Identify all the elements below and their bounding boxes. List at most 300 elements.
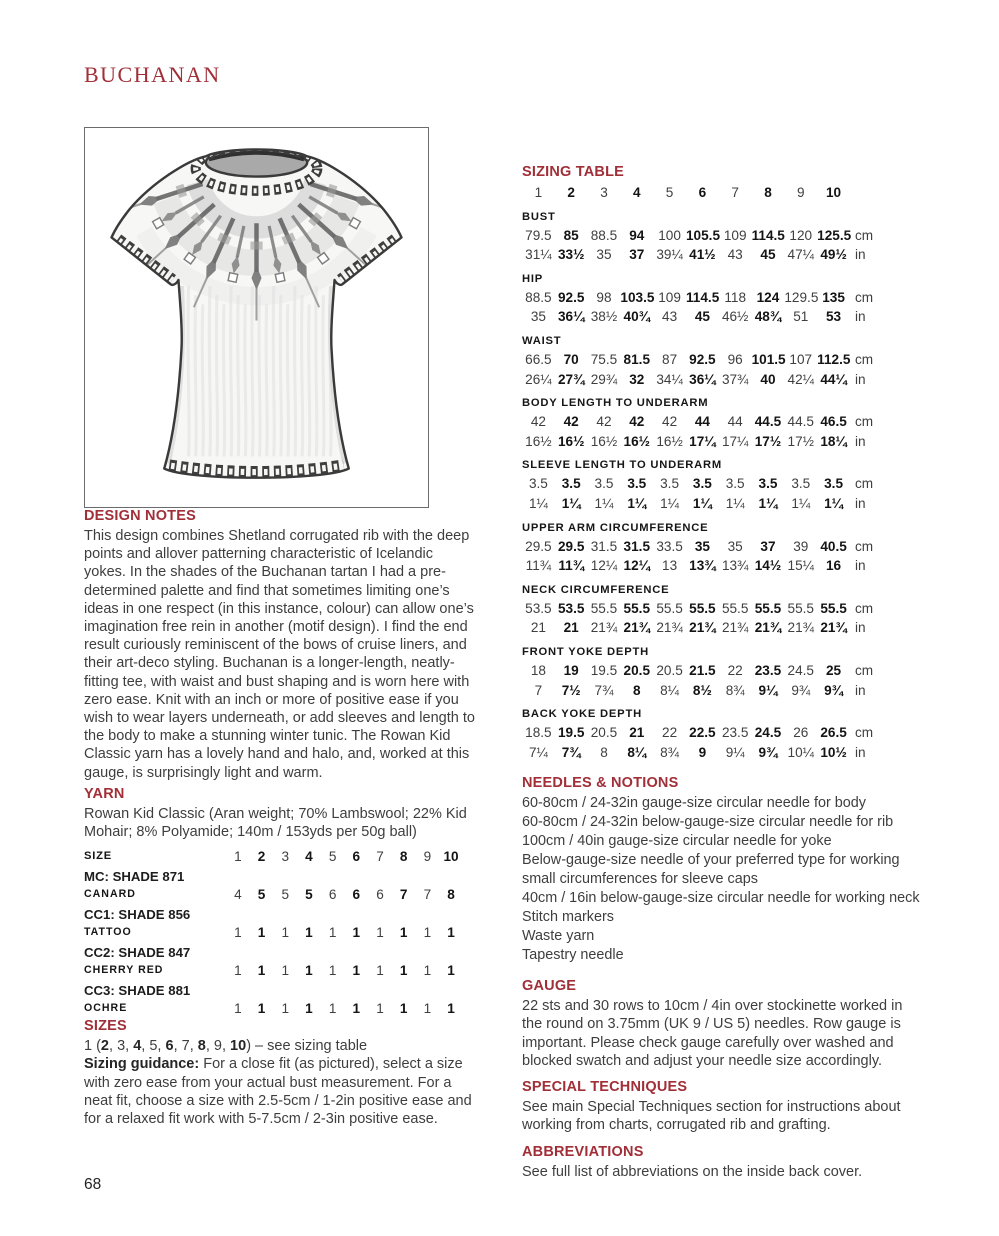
yarn-color-name: TATTOO: [84, 926, 132, 939]
measurement-value: 55.5: [820, 600, 847, 616]
measurement-value: 21¾: [721, 620, 749, 636]
measurement-value: 37¾: [721, 371, 749, 387]
measurement-label: NECK CIRCUMFERENCE: [522, 583, 670, 596]
measurement-value: 31.5: [590, 538, 618, 554]
table-row: [522, 288, 882, 308]
measurement-value: 9: [698, 744, 707, 760]
measurement-value: 22: [662, 725, 678, 741]
measurement-value: 23.5: [754, 662, 782, 678]
unit-cell: cm: [854, 414, 874, 430]
measurement-value: 47¼: [787, 247, 814, 263]
measurement-label: SLEEVE LENGTH TO UNDERARM: [522, 459, 723, 472]
unit-cell: in: [854, 682, 866, 698]
measurement-value: 7¾: [594, 682, 614, 698]
list-item: 100cm / 40in gauge-size circular needle for yoke: [522, 833, 832, 850]
measurement-value: 1¼: [791, 495, 811, 511]
yarn-shade-label: CC2: SHADE 847: [84, 945, 191, 961]
measurement-value: 87: [662, 351, 678, 367]
table-row: [522, 681, 882, 701]
measurement-value: 21¾: [820, 620, 847, 636]
measurement-value: 23.5: [721, 725, 749, 741]
table-row: [522, 350, 882, 370]
measurement-label: UPPER ARM CIRCUMFERENCE: [522, 521, 709, 534]
measurement-value: 26¼: [525, 371, 552, 387]
measurement-value: 88.5: [525, 289, 552, 305]
measurement-value: 25: [826, 662, 842, 678]
yarn-ball-count: 8: [447, 887, 455, 903]
unit-cell: cm: [854, 725, 874, 741]
measurement-value: 22: [727, 662, 743, 678]
size-header-row: [522, 183, 882, 203]
yarn-color-name: CANARD: [84, 888, 136, 901]
table-row: [522, 743, 882, 763]
yarn-color-name: CHERRY RED: [84, 964, 164, 977]
measurement-value: 3.5: [824, 476, 844, 492]
yarn-ball-count: 1: [281, 1001, 289, 1017]
size-number: 5: [665, 185, 674, 200]
measurement-value: 40¾: [623, 309, 651, 325]
measurement-value: 1¼: [758, 495, 778, 511]
measurement-value: 44: [727, 414, 743, 430]
yarn-ball-count: 1: [352, 925, 361, 941]
yarn-ball-count: 1: [399, 1001, 408, 1017]
measurement-value: 45: [760, 247, 776, 263]
size-number: 4: [633, 185, 641, 200]
measurement-value: 42: [629, 414, 645, 430]
yarn-ball-count: 1: [328, 1001, 337, 1017]
unit-cell: in: [854, 247, 866, 263]
measurement-value: 42: [563, 414, 579, 430]
measurement-value: 120: [789, 227, 813, 243]
size-number: 2: [257, 849, 266, 865]
measurement-value: 16½: [557, 433, 585, 449]
size-number: 7: [376, 849, 384, 865]
measurement-value: 1¼: [627, 495, 647, 511]
yarn-heading: YARN: [84, 785, 125, 802]
measurement-value: 45: [694, 309, 710, 325]
measurement-value: 49½: [820, 247, 847, 263]
yarn-shade-label: CC1: SHADE 856: [84, 907, 191, 923]
size-number: 3: [600, 185, 608, 200]
measurement-value: 3.5: [594, 476, 614, 492]
special-techniques-text: See main Special Techniques section for instructions about working from charts, corrugated rib and grafting.: [522, 1099, 901, 1134]
size-number: 1: [234, 849, 242, 865]
design-notes-text: This design combines Shetland corrugated rib with the deep points and allover patterning characteristic of Icelandic yokes. In the shades of the Buchanan tartan I had a pre-determined palette and find that sometimes limiting one’s ideas in one respect (in this instance, colour) can allow one’s imagination free rein in another (motif design). I find the end result curiously reminiscent of the bows of cruise liners, and their art-deco styling. Buchanan is a longer-length, neatly-fitting tee, with waist and bust shaping and is worn here with zero ease. Knit with an inch or more of positive ease if you wish to wear layers underneath, or add sleeves and length to the body to make a stunning winter tunic. The Rowan Kid Classic yarn has a lovely hand and halo, and, worked at this gauge, is surprisingly light and warm.: [84, 528, 475, 781]
measurement-value: 36¼: [557, 309, 585, 325]
measurement-value: 96: [727, 351, 743, 367]
measurement-value: 51: [793, 309, 809, 325]
measurement-value: 21¾: [689, 620, 716, 636]
size-number: 10: [826, 185, 842, 200]
unit-cell: in: [854, 433, 866, 449]
measurement-value: 55.5: [656, 600, 683, 616]
measurement-value: 20.5: [590, 725, 618, 741]
measurement-value: 3.5: [758, 476, 778, 492]
measurement-value: 125.5: [817, 227, 852, 243]
measurement-value: 10¼: [787, 744, 814, 760]
yarn-ball-count: 1: [305, 963, 313, 979]
measurement-value: 29.5: [525, 538, 552, 554]
measurement-value: 39¼: [656, 247, 683, 263]
yarn-ball-count: 1: [234, 925, 242, 941]
measurement-value: 42¼: [787, 371, 814, 387]
measurement-value: 10½: [820, 744, 847, 760]
size-number: 8: [764, 185, 772, 200]
size-number: 6: [698, 185, 707, 200]
yarn-ball-count: 1: [328, 925, 337, 941]
measurement-value: 21¾: [623, 620, 651, 636]
measurement-value: 43: [662, 309, 678, 325]
measurement-value: 1¼: [660, 495, 680, 511]
measurement-value: 15¼: [787, 558, 814, 574]
measurement-value: 9¾: [824, 682, 844, 698]
measurement-value: 9¾: [791, 682, 811, 698]
unit-cell: in: [854, 309, 866, 325]
measurement-value: 37: [760, 538, 776, 554]
measurement-value: 101.5: [751, 351, 786, 367]
measurement-value: 118: [724, 289, 747, 305]
size-number: 9: [213, 1038, 222, 1055]
measurement-value: 109: [658, 289, 681, 305]
measurement-value: 22.5: [689, 725, 716, 741]
measurement-value: 21¾: [787, 620, 814, 636]
measurement-value: 16: [826, 558, 842, 574]
unit-cell: cm: [854, 476, 874, 492]
measurement-value: 9¾: [758, 744, 778, 760]
measurement-value: 12¼: [590, 558, 618, 574]
measurement-value: 34¼: [656, 371, 683, 387]
size-number: 9: [423, 849, 432, 865]
unit-cell: cm: [854, 538, 874, 554]
measurement-value: 21¾: [590, 620, 618, 636]
size-number: 4: [133, 1038, 142, 1055]
unit-cell: cm: [854, 289, 874, 305]
measurement-value: 17½: [787, 433, 814, 449]
measurement-value: 114.5: [685, 289, 720, 305]
measurement-value: 100: [658, 227, 681, 243]
yarn-ball-count: 1: [281, 963, 289, 979]
table-row: [84, 961, 464, 980]
yarn-ball-count: 1: [328, 963, 337, 979]
measurement-value: 18.5: [525, 725, 552, 741]
yarn-ball-count: 1: [423, 963, 432, 979]
measurement-value: 109: [723, 227, 747, 243]
yarn-ball-count: 1: [257, 1001, 266, 1017]
measurement-value: 19.5: [557, 725, 585, 741]
measurement-value: 1¼: [561, 495, 581, 511]
measurement-value: 9¼: [758, 682, 778, 698]
measurement-value: 44.5: [787, 414, 814, 430]
measurement-value: 112.5: [817, 351, 851, 367]
size-number: 3: [117, 1038, 126, 1055]
size-number: 4: [305, 849, 313, 865]
measurement-value: 53.5: [557, 600, 585, 616]
measurement-value: 48¾: [754, 309, 782, 325]
measurement-value: 24.5: [787, 662, 814, 678]
design-notes-heading: DESIGN NOTES: [84, 508, 196, 524]
measurement-value: 55.5: [689, 600, 716, 616]
size-number: 5: [149, 1038, 158, 1055]
measurement-value: 41½: [689, 247, 716, 263]
unit-cell: in: [854, 744, 866, 760]
measurement-value: 103.5: [620, 289, 655, 305]
measurement-value: 88.5: [590, 227, 618, 243]
measurement-value: 7¾: [561, 744, 581, 760]
measurement-value: 42: [596, 414, 612, 430]
yarn-shade-label: MC: SHADE 871: [84, 869, 185, 885]
measurement-value: 11¾: [558, 558, 585, 574]
page-number: 68: [84, 1176, 102, 1193]
measurement-value: 17¼: [721, 433, 749, 449]
gauge-heading: GAUGE: [522, 978, 577, 995]
measurement-value: 66.5: [525, 351, 552, 367]
measurement-value: 8: [633, 682, 641, 698]
measurement-value: 1¼: [594, 495, 614, 511]
measurement-value: 81.5: [623, 351, 651, 367]
measurement-value: 7¼: [528, 744, 548, 760]
list-item: Below-gauge-size needle of your preferred type for working small circumferences for sleeve caps: [522, 852, 900, 888]
measurement-value: 7: [534, 682, 543, 698]
yarn-color-name: OCHRE: [84, 1002, 128, 1015]
abbreviations-heading: ABBREVIATIONS: [522, 1143, 644, 1160]
list-item: Waste yarn: [522, 928, 595, 945]
size-number: 6: [352, 849, 361, 865]
size-number: 9: [796, 185, 805, 200]
measurement-value: 13¾: [721, 558, 749, 574]
yarn-ball-count: 1: [376, 963, 384, 979]
measurement-value: 8¼: [660, 682, 680, 698]
list-item: Tapestry needle: [522, 947, 624, 964]
abbreviations-text: See full list of abbreviations on the inside back cover.: [522, 1163, 863, 1180]
measurement-value: 44¼: [820, 371, 847, 387]
size-number: 7: [181, 1038, 190, 1055]
measurement-value: 8¾: [725, 682, 745, 698]
measurement-value: 55.5: [721, 600, 749, 616]
yarn-size-header-row: [84, 847, 464, 866]
yarn-table: [84, 847, 464, 1018]
yarn-ball-count: 1: [447, 1001, 455, 1017]
table-row: [522, 412, 882, 432]
measurement-value: 21: [563, 620, 579, 636]
table-row: [84, 885, 464, 904]
measurement-value: 29.5: [557, 538, 585, 554]
measurement-value: 36¼: [689, 371, 716, 387]
needles-list: [522, 794, 920, 965]
measurement-value: 1¼: [824, 495, 844, 511]
measurement-label: BODY LENGTH TO UNDERARM: [522, 397, 709, 410]
measurement-value: 24.5: [754, 725, 782, 741]
measurement-value: 37: [629, 247, 645, 263]
yarn-ball-count: 1: [376, 925, 384, 941]
sizing-guidance-label: Sizing guidance:: [84, 1056, 200, 1073]
list-item: 60-80cm / 24-32in gauge-size circular needle for body: [522, 795, 866, 812]
measurement-value: 35: [596, 247, 612, 263]
measurement-value: 135: [822, 289, 845, 305]
measurement-value: 42: [662, 414, 678, 430]
measurement-value: 7½: [561, 682, 581, 698]
measurement-value: 55.5: [754, 600, 782, 616]
yarn-ball-count: 1: [305, 925, 313, 941]
measurement-value: 19.5: [590, 662, 618, 678]
sizing-guidance: [84, 1055, 476, 1128]
measurement-value: 31¼: [525, 247, 552, 263]
measurement-value: 8¾: [660, 744, 680, 760]
measurement-value: 21: [530, 620, 546, 636]
measurement-value: 40: [760, 371, 776, 387]
measurement-value: 85: [563, 227, 579, 243]
yarn-shade-label: CC3: SHADE 881: [84, 983, 191, 999]
measurement-value: 107: [789, 351, 813, 367]
unit-cell: cm: [854, 600, 874, 616]
garment-illustration-frame: [84, 127, 429, 508]
measurement-value: 13¾: [689, 558, 716, 574]
unit-cell: in: [854, 620, 866, 636]
measurement-value: 53.5: [525, 600, 552, 616]
list-item: 40cm / 16in below-gauge-size circular needle for working neck: [522, 890, 920, 907]
measurement-value: 27¾: [557, 371, 585, 387]
measurement-value: 114.5: [751, 227, 785, 243]
measurement-value: 21¾: [656, 620, 683, 636]
measurement-value: 1¼: [692, 495, 712, 511]
gauge-text: 22 sts and 30 rows to 10cm / 4in over stockinette worked in the round on 3.75mm (UK 9 / US 5) needles. Row gauge is important. Please check gauge carefully over washed and blocked swatch and adjust your needle size accordingly.: [522, 998, 903, 1069]
measurement-value: 20.5: [623, 662, 651, 678]
yarn-ball-count: 6: [376, 887, 384, 903]
table-row: [522, 661, 882, 681]
measurement-value: 14½: [754, 558, 782, 574]
needles-heading: NEEDLES & NOTIONS: [522, 775, 679, 792]
measurement-value: 40.5: [820, 538, 847, 554]
size-number: 8: [197, 1038, 206, 1055]
measurement-value: 33½: [557, 247, 585, 263]
yarn-ball-count: 1: [447, 963, 455, 979]
size-number: 10: [443, 849, 459, 865]
measurement-value: 11¾: [525, 558, 552, 574]
measurement-value: 92.5: [689, 351, 716, 367]
measurement-value: 46½: [721, 309, 749, 325]
right-column: [522, 164, 920, 1185]
measurement-value: 35: [530, 309, 546, 325]
yarn-ball-count: 1: [352, 1001, 361, 1017]
measurement-value: 43: [727, 247, 743, 263]
unit-cell: cm: [854, 351, 874, 367]
measurement-value: 3.5: [692, 476, 712, 492]
measurement-value: 3.5: [660, 476, 680, 492]
table-row: [84, 999, 464, 1018]
measurement-value: 8¼: [627, 744, 647, 760]
measurement-value: 18: [530, 662, 546, 678]
measurement-value: 98: [596, 289, 612, 305]
measurement-value: 44.5: [754, 414, 782, 430]
measurement-value: 29¾: [590, 371, 618, 387]
measurement-value: 21: [629, 725, 645, 741]
yarn-ball-count: 1: [352, 963, 361, 979]
measurement-value: 17½: [754, 433, 782, 449]
measurement-value: 38½: [590, 309, 618, 325]
yarn-ball-count: 6: [352, 887, 361, 903]
unit-cell: cm: [854, 662, 874, 678]
measurement-value: 94: [629, 227, 645, 243]
measurement-value: 21¾: [754, 620, 782, 636]
size-number: 7: [731, 185, 739, 200]
measurement-value: 55.5: [623, 600, 651, 616]
yarn-ball-count: 1: [234, 1001, 242, 1017]
yarn-description: Rowan Kid Classic (Aran weight; 70% Lambswool; 22% Kid Mohair; 8% Polyamide; 140m / 153yds per 50g ball): [84, 805, 467, 841]
measurement-value: 26: [793, 725, 809, 741]
measurement-value: 79.5: [525, 227, 552, 243]
measurement-label: BUST: [522, 210, 556, 223]
measurement-value: 1¼: [725, 495, 745, 511]
sizing-guidance-text: For a close fit (as pictured), select a size with zero ease from your actual bust measurement. For a neat fit, choose a size with 2.5-5cm / 1-2in positive ease and for a relaxed fit work with 5-7.5cm / 2-3in positive ease.: [84, 1056, 472, 1128]
measurement-value: 31.5: [623, 538, 651, 554]
measurement-value: 9¼: [725, 744, 745, 760]
measurement-label: BACK YOKE DEPTH: [522, 708, 642, 721]
sizes-list-line: 1 (2, 3, 4, 5, 6, 7, 8, 9, 10) – see sizing table: [84, 1038, 368, 1055]
table-row: [84, 923, 464, 942]
list-item: Stitch markers: [522, 909, 614, 926]
measurement-value: 21.5: [689, 662, 716, 678]
tee-sketch: [91, 134, 422, 501]
yarn-ball-count: 7: [399, 887, 408, 903]
measurement-value: 16½: [623, 433, 651, 449]
measurement-value: 70: [563, 351, 579, 367]
table-row: [522, 537, 882, 557]
size-number: 5: [328, 849, 337, 865]
measurement-value: 1¼: [528, 495, 548, 511]
measurement-value: 18¼: [820, 433, 847, 449]
table-row: [522, 245, 882, 265]
table-row: [522, 307, 882, 327]
yarn-ball-count: 1: [234, 963, 242, 979]
yarn-ball-count: 1: [423, 1001, 432, 1017]
measurement-value: 39: [793, 538, 809, 554]
measurement-value: 12¼: [623, 558, 651, 574]
yarn-ball-count: 5: [281, 887, 289, 903]
table-row: [522, 370, 882, 390]
table-row: [522, 474, 882, 494]
size-number: 6: [165, 1038, 174, 1055]
measurement-value: 33.5: [656, 538, 683, 554]
yarn-ball-count: 5: [305, 887, 313, 903]
measurement-value: 16½: [525, 433, 552, 449]
measurement-value: 26.5: [820, 725, 847, 741]
yarn-ball-count: 5: [257, 887, 266, 903]
yarn-ball-count: 7: [423, 887, 432, 903]
size-number: 2: [100, 1038, 109, 1055]
unit-cell: cm: [854, 227, 874, 243]
size-number: 1: [534, 185, 543, 200]
measurement-value: 19: [563, 662, 579, 678]
measurement-value: 42: [530, 414, 546, 430]
size-number: 10: [230, 1038, 247, 1055]
yarn-ball-count: 1: [423, 925, 432, 941]
page-title: BUCHANAN: [84, 62, 221, 87]
special-techniques-heading: SPECIAL TECHNIQUES: [522, 1079, 688, 1096]
measurement-value: 3.5: [725, 476, 745, 492]
measurement-value: 16½: [656, 433, 683, 449]
measurement-value: 105.5: [685, 227, 721, 243]
sizes-heading: SIZES: [84, 1018, 127, 1035]
measurement-value: 13: [662, 558, 678, 574]
measurement-value: 35: [727, 538, 743, 554]
yarn-ball-count: 1: [257, 925, 266, 941]
measurement-value: 44: [694, 414, 710, 430]
measurement-value: 3.5: [627, 476, 647, 492]
table-row: [522, 556, 882, 576]
measurement-value: 3.5: [791, 476, 811, 492]
measurement-value: 124: [756, 289, 780, 305]
table-row: [522, 432, 882, 452]
unit-cell: in: [854, 495, 866, 511]
